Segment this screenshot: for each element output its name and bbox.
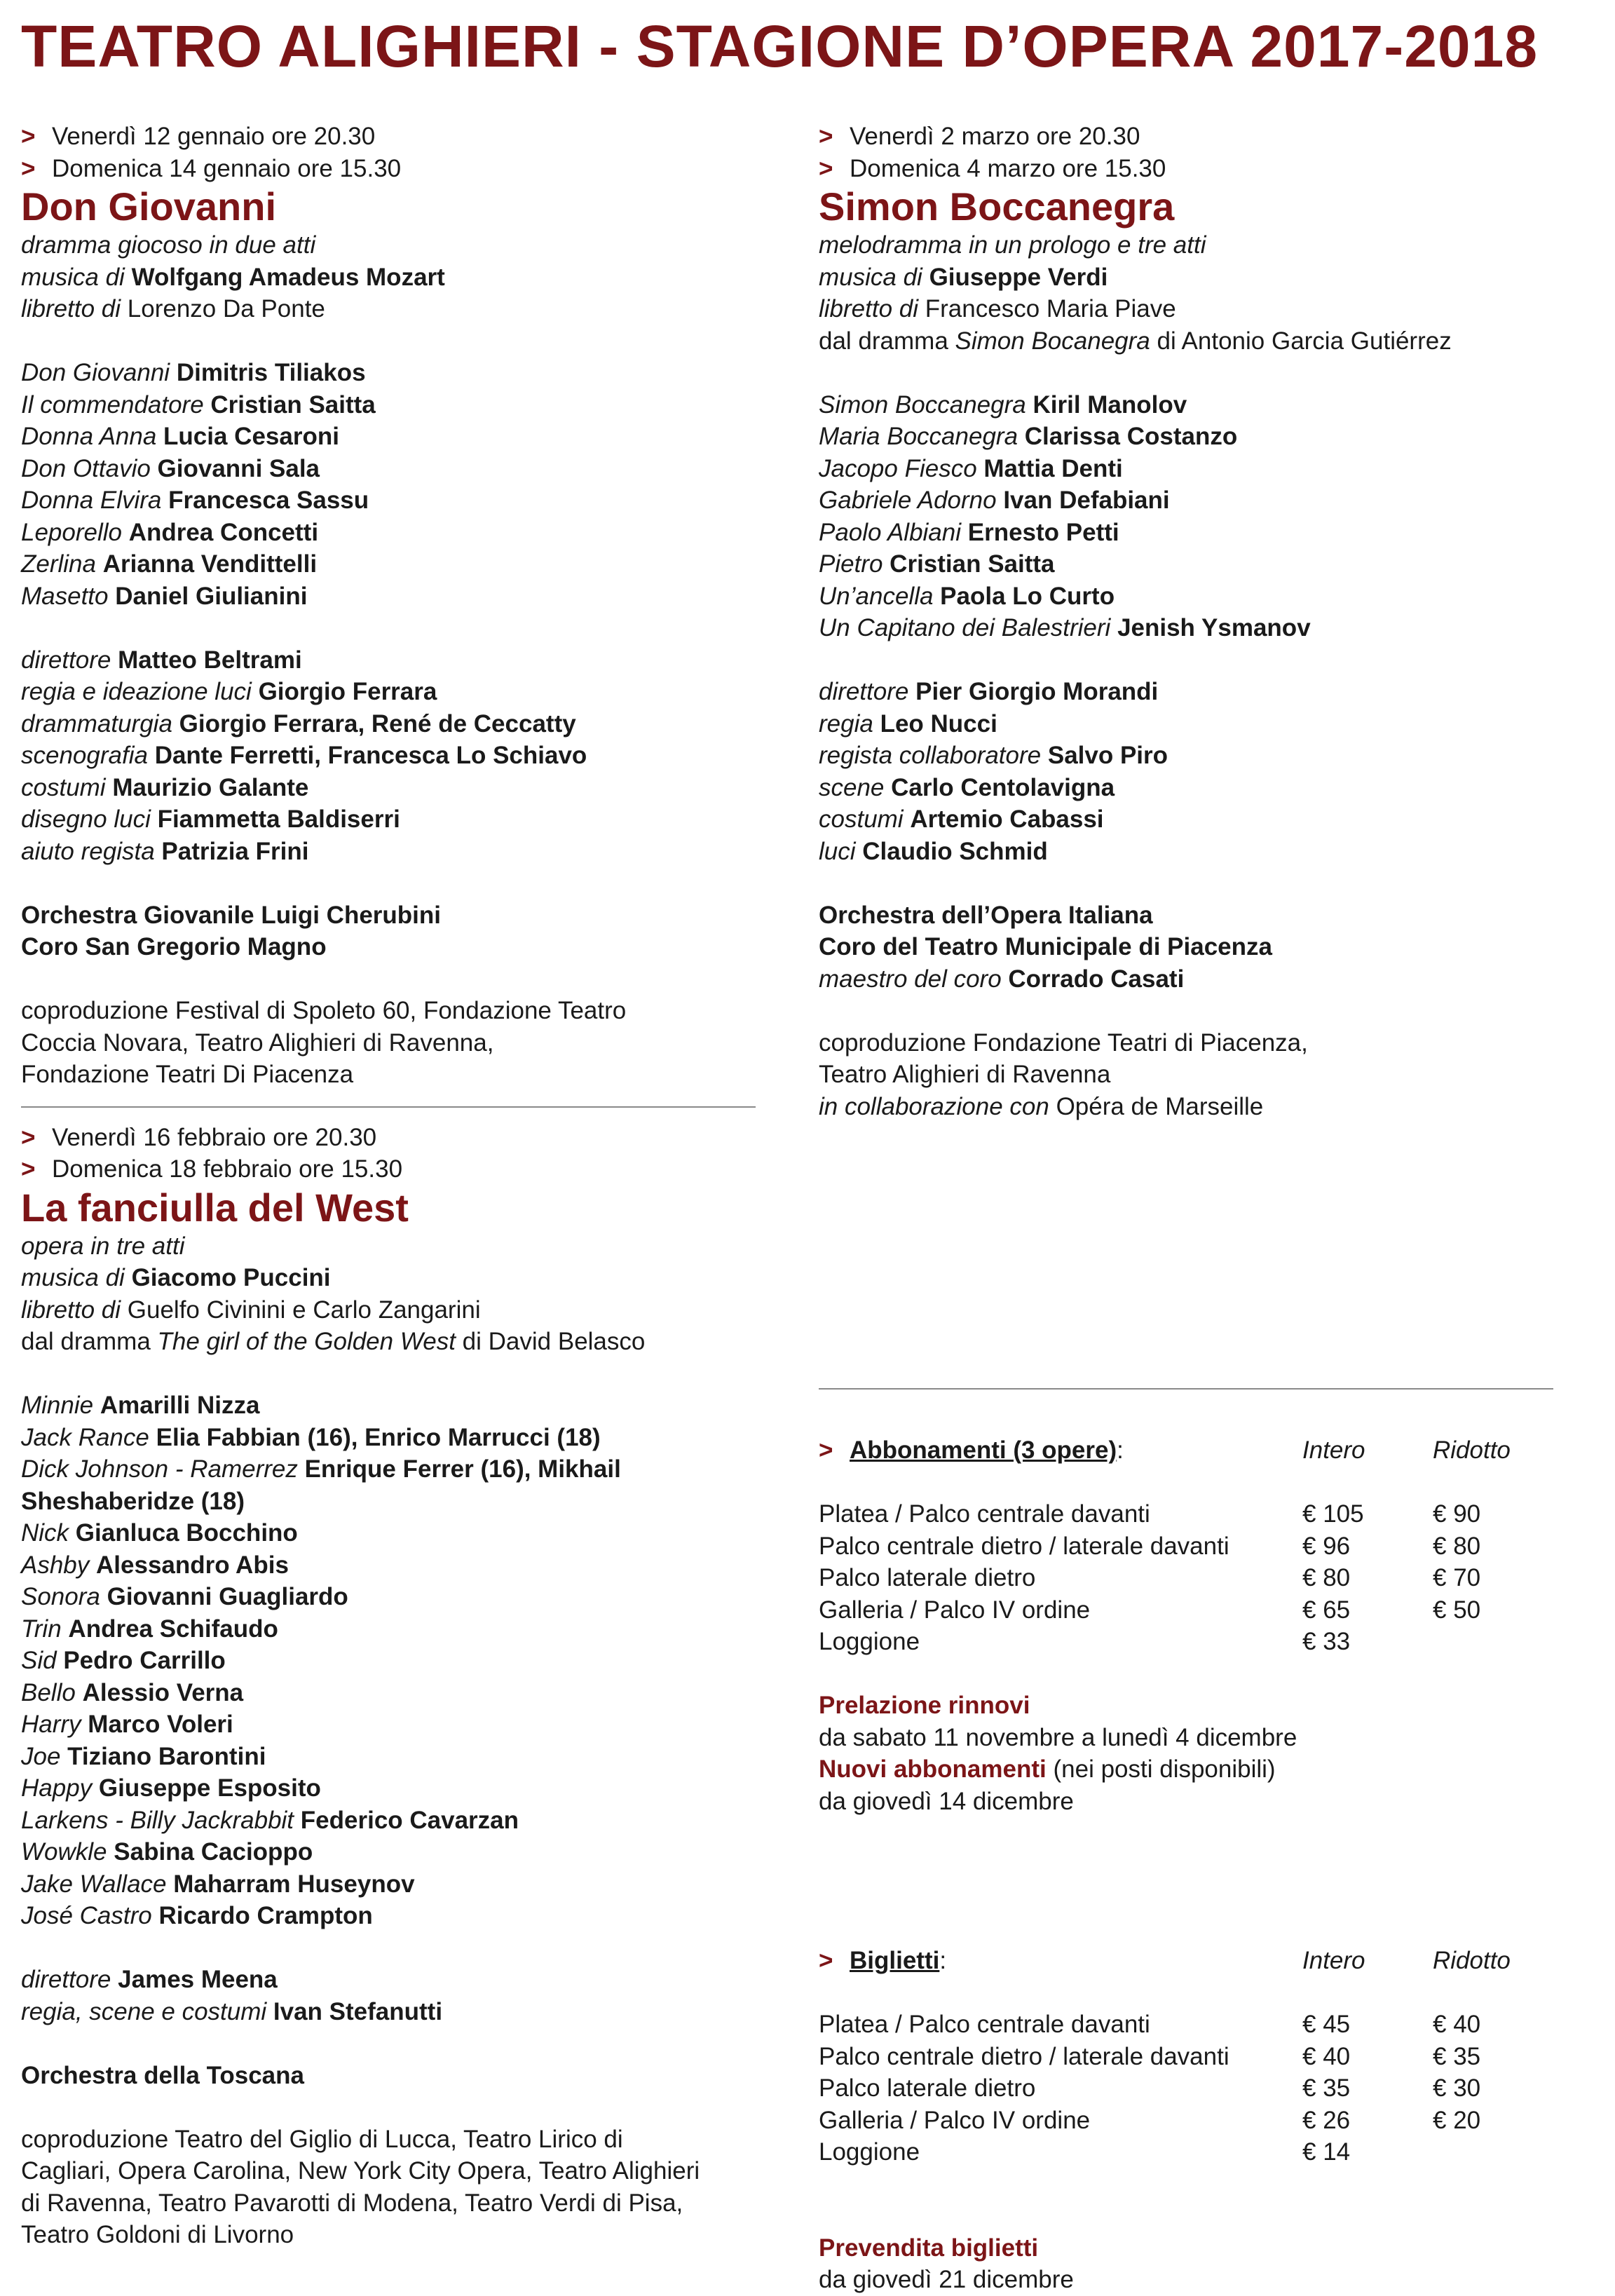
opera-simon-boccanegra (819, 121, 1583, 1122)
librettist-line: libretto di Guelfo Civinini e Carlo Zangarini (21, 1296, 481, 1324)
cast-line: Maria Boccanegra Clarissa Costanzo (819, 423, 1238, 450)
crew-line: direttore Pier Giorgio Morandi (819, 678, 1159, 705)
price-row: Loggione € 14 (819, 2138, 1351, 2166)
cast-line: Joe Tiziano Barontini (21, 1742, 266, 1770)
crew-line: scene Carlo Centolavigna (819, 773, 1115, 801)
cast-line: Minnie Amarilli Nizza (21, 1392, 260, 1419)
col-ridotto: Ridotto (1433, 1436, 1511, 1464)
biglietti-header: > Biglietti: Intero Ridotto (819, 1945, 1583, 1977)
arrow-icon: > (21, 154, 36, 182)
librettist-line: libretto di Lorenzo Da Ponte (21, 295, 325, 322)
crew-line: direttore Matteo Beltrami (21, 646, 302, 674)
col-intero: Intero (1302, 1436, 1365, 1464)
crew-line: regia e ideazione luci Giorgio Ferrara (21, 678, 437, 705)
coproduction-line: Teatro Alighieri di Ravenna (819, 1061, 1111, 1088)
date-line: > Venerdì 16 febbraio ore 20.30 (21, 1122, 785, 1154)
crew-line: drammaturgia Giorgio Ferrara, René de Ceccatty (21, 709, 576, 738)
composer-line: musica di Giuseppe Verdi (819, 263, 1108, 291)
coproduction-line: di Ravenna, Teatro Pavarotti di Modena, Teatro Verdi di Pisa, (21, 2189, 683, 2217)
opera-genre: melodramma in un prologo e tre atti (819, 231, 1206, 259)
ensemble-line: Orchestra dell’Opera Italiana (819, 901, 1153, 929)
abbonamenti-header: > Abbonamenti (3 opere): Intero Ridotto (819, 1434, 1583, 1467)
arrow-icon: > (819, 154, 833, 182)
composer-line: musica di Wolfgang Amadeus Mozart (21, 263, 445, 291)
nuovi-dates: da giovedì 14 dicembre (819, 1787, 1074, 1815)
cast-list (21, 357, 785, 612)
right-column (819, 121, 1583, 1122)
price-row: Platea / Palco centrale davanti € 45 € 40 (819, 2011, 1481, 2038)
cast-line: Gabriele Adorno Ivan Defabiani (819, 487, 1170, 514)
date-line: > Domenica 4 marzo ore 15.30 (819, 153, 1583, 185)
date-line: > Domenica 14 gennaio ore 15.30 (21, 153, 785, 185)
cast-line: Pietro Cristian Saitta (819, 550, 1055, 578)
crew-line: luci Claudio Schmid (819, 837, 1048, 865)
date-line: > Venerdì 12 gennaio ore 20.30 (21, 121, 785, 153)
coproduction-line: coproduzione Festival di Spoleto 60, Fondazione Teatro (21, 997, 627, 1024)
ensemble-line: Orchestra Giovanile Luigi Cherubini (21, 901, 441, 929)
arrow-icon: > (21, 1155, 36, 1183)
crew-line: disegno luci Fiammetta Baldiserri (21, 806, 400, 833)
arrow-icon: > (819, 1436, 833, 1464)
date-line: > Domenica 18 febbraio ore 15.30 (21, 1153, 785, 1186)
cast-line: Trin Andrea Schifaudo (21, 1615, 278, 1643)
cast-line: Un Capitano dei Balestrieri Jenish Ysmanov (819, 614, 1311, 641)
col-ridotto: Ridotto (1433, 1947, 1511, 1974)
biglietti-heading: Biglietti (850, 1947, 940, 1974)
cast-line: Don Ottavio Giovanni Sala (21, 454, 320, 482)
nuovi-line: Nuovi abbonamenti (nei posti disponibili) (819, 1755, 1276, 1783)
chorus-master-line: maestro del coro Corrado Casati (819, 965, 1185, 993)
cast-line: José Castro Ricardo Crampton (21, 1902, 373, 1929)
crew-line: direttore James Meena (21, 1966, 278, 1993)
opera-title: Simon Boccanegra (819, 184, 1175, 229)
coproduction-line: Coccia Novara, Teatro Alighieri di Ravenna, (21, 1028, 494, 1057)
collaboration-line: in collaborazione con Opéra de Marseille (819, 1092, 1264, 1120)
arrow-icon: > (21, 123, 36, 150)
coproduction-line: Cagliari, Opera Carolina, New York City Opera, Teatro Alighieri (21, 2157, 700, 2185)
divider (819, 1388, 1553, 1390)
prevendita-dates: da giovedì 21 dicembre (819, 2266, 1074, 2293)
cast-list (21, 1390, 785, 1932)
arrow-icon: > (21, 1123, 36, 1151)
crew-line: costumi Maurizio Galante (21, 773, 309, 801)
date-line: > Venerdì 2 marzo ore 20.30 (819, 121, 1583, 153)
opera-don-giovanni (21, 121, 785, 1091)
cast-line: Ashby Alessandro Abis (21, 1551, 289, 1579)
cast-line: Jacopo Fiesco Mattia Denti (819, 454, 1123, 482)
cast-line: Zerlina Arianna Vendittelli (21, 550, 318, 578)
crew-line: regia Leo Nucci (819, 709, 997, 738)
page-title: TEATRO ALIGHIERI - STAGIONE D’OPERA 2017-2018 (21, 13, 1539, 79)
cast-line: Larkens - Billy Jackrabbit Federico Cavarzan (21, 1806, 519, 1834)
arrow-icon: > (819, 123, 833, 150)
prelazione-dates: da sabato 11 novembre a lunedì 4 dicembre (819, 1723, 1297, 1751)
coproduction-line: Teatro Goldoni di Livorno (21, 2221, 294, 2248)
nuovi-label: Nuovi abbonamenti (819, 1755, 1047, 1783)
cast-line: Happy Giuseppe Esposito (21, 1774, 321, 1802)
librettist-line: libretto di Francesco Maria Piave (819, 295, 1176, 322)
cast-line: Nick Gianluca Bocchino (21, 1519, 298, 1547)
cast-list (819, 389, 1583, 644)
ensemble-line: Coro San Gregorio Magno (21, 933, 327, 960)
crew-line: costumi Artemio Cabassi (819, 806, 1104, 833)
price-row: Palco centrale dietro / laterale davanti € 96 € 80 (819, 1532, 1481, 1560)
cast-line: Paolo Albiani Ernesto Petti (819, 518, 1119, 546)
col-intero: Intero (1302, 1947, 1365, 1974)
composer-line: musica di Giacomo Puccini (21, 1264, 331, 1291)
price-row: Palco laterale dietro € 35 € 30 (819, 2074, 1481, 2102)
cast-line: Sid Pedro Carrillo (21, 1647, 226, 1674)
price-row: Loggione € 33 (819, 1628, 1351, 1655)
opera-title: La fanciulla del West (21, 1185, 409, 1230)
crew-list (21, 644, 785, 868)
cast-line: Donna Elvira Francesca Sassu (21, 487, 369, 514)
opera-title: Don Giovanni (21, 184, 276, 229)
price-row: Galleria / Palco IV ordine € 65 € 50 (819, 1596, 1481, 1624)
cast-line: Il commendatore Cristian Saitta (21, 390, 376, 419)
left-column (21, 121, 785, 2251)
cast-line: Un’ancella Paola Lo Curto (819, 582, 1115, 610)
divider (21, 1106, 756, 1108)
cast-line: Jack Rance Elia Fabbian (16), Enrico Marrucci (18) (21, 1423, 601, 1451)
arrow-icon: > (819, 1947, 833, 1974)
cast-line: Wowkle Sabina Cacioppo (21, 1838, 313, 1866)
cast-line: Masetto Daniel Giulianini (21, 582, 308, 610)
abbonamenti-section (819, 1434, 1583, 1817)
prices-panel (819, 1388, 1583, 2296)
ensemble-line: Orchestra della Toscana (21, 2061, 304, 2089)
price-row: Galleria / Palco IV ordine € 26 € 20 (819, 2106, 1481, 2134)
ensemble-line: Coro del Teatro Municipale di Piacenza (819, 933, 1272, 960)
coproduction-line: Fondazione Teatri Di Piacenza (21, 1061, 354, 1088)
coproduction-line: coproduzione Fondazione Teatri di Piacenza, (819, 1028, 1308, 1057)
cast-line: Don Giovanni Dimitris Tiliakos (21, 359, 366, 386)
abbonamenti-heading: Abbonamenti (3 opere) (850, 1436, 1117, 1464)
source-line: dal dramma Simon Bocanegra di Antonio Garcia Gutiérrez (819, 327, 1452, 355)
cast-line: Leporello Andrea Concetti (21, 518, 319, 546)
cast-line: Jake Wallace Maharram Huseynov (21, 1870, 415, 1898)
cast-line: Simon Boccanegra Kiril Manolov (819, 390, 1187, 419)
prelazione-label: Prelazione rinnovi (819, 1692, 1030, 1719)
opera-genre: dramma giocoso in due atti (21, 231, 316, 259)
opera-genre: opera in tre atti (21, 1232, 185, 1260)
biglietti-table (819, 2009, 1583, 2168)
cast-line: Harry Marco Voleri (21, 1711, 233, 1738)
crew-line: aiuto regista Patrizia Frini (21, 837, 309, 865)
price-row: Palco laterale dietro € 80 € 70 (819, 1564, 1481, 1591)
cast-line: Donna Anna Lucia Cesaroni (21, 423, 339, 450)
coproduction-line: coproduzione Teatro del Giglio di Lucca, Teatro Lirico di (21, 2125, 623, 2153)
crew-line: regia, scene e costumi Ivan Stefanutti (21, 1997, 443, 2025)
biglietti-section (819, 1945, 1583, 2296)
cast-line: Sonora Giovanni Guagliardo (21, 1583, 348, 1610)
cast-line: Dick Johnson - Ramerrez Enrique Ferrer (16), Mikhail Sheshaberidze (18) (21, 1455, 621, 1515)
abbonamenti-table (819, 1498, 1583, 1658)
opera-fanciulla-del-west (21, 1122, 785, 2251)
crew-line: scenografia Dante Ferretti, Francesca Lo Schiavo (21, 742, 587, 769)
price-row: Palco centrale dietro / laterale davanti € 40 € 35 (819, 2042, 1481, 2070)
price-row: Platea / Palco centrale davanti € 105 € 90 (819, 1500, 1481, 1528)
prevendita-label: Prevendita biglietti (819, 2234, 1039, 2262)
source-line: dal dramma The girl of the Golden West di David Belasco (21, 1328, 646, 1355)
crew-line: regista collaboratore Salvo Piro (819, 742, 1168, 769)
cast-line: Bello Alessio Verna (21, 1678, 244, 1706)
crew-list (819, 676, 1583, 867)
